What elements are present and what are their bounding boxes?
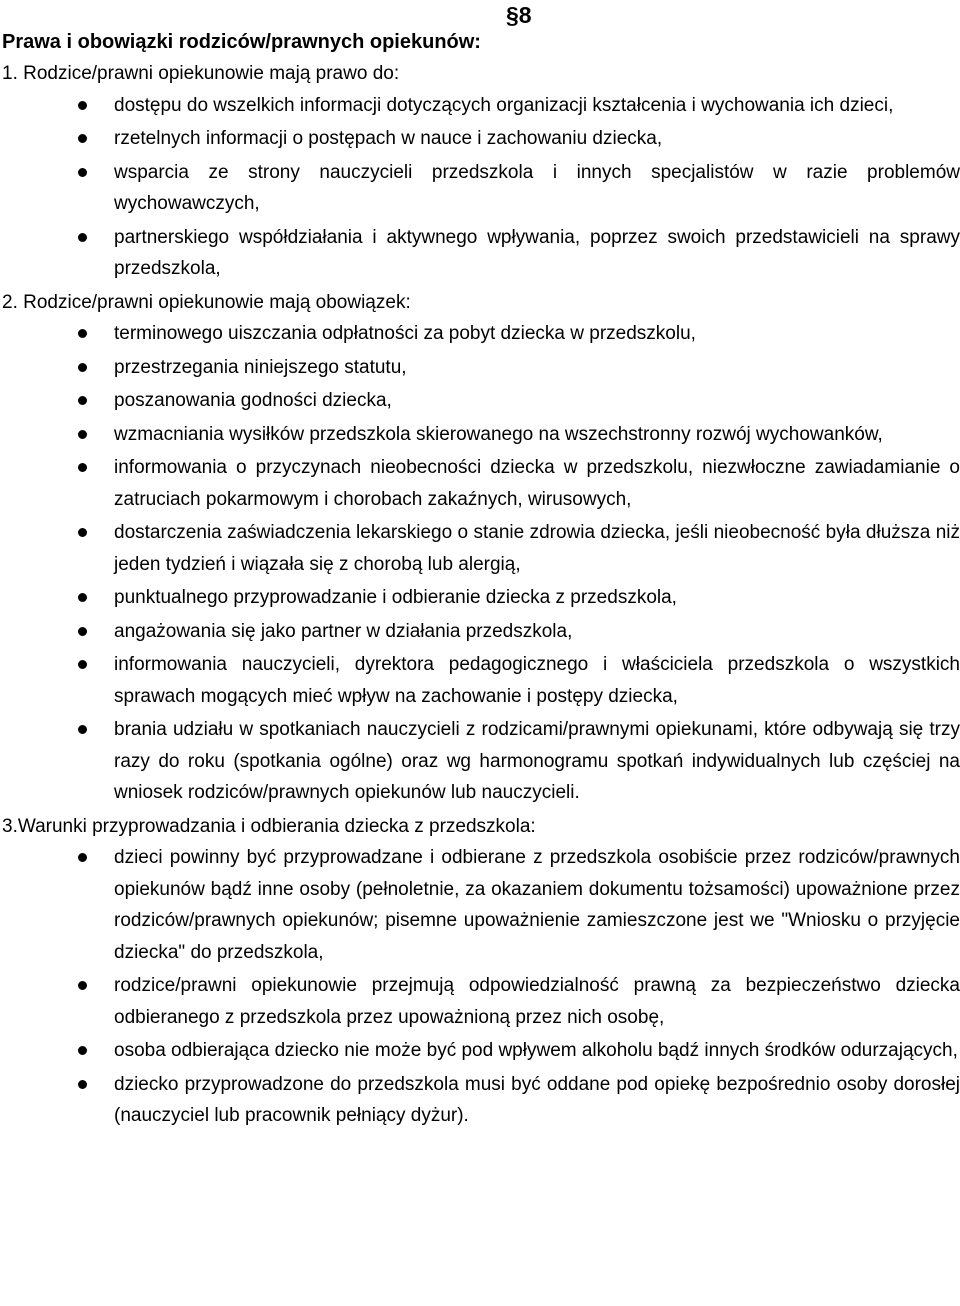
bullet-list	[0, 318, 960, 809]
list-item-text: przestrzegania niniejszego statutu,	[114, 356, 407, 378]
bullet-icon	[78, 396, 87, 405]
list-item-text: brania udziału w spotkaniach nauczycieli z rodzicami/prawnymi opiekunami, które odbywają się trzy razy do roku (spotkania ogólne) oraz wg harmonogramu spotkań indywidualnych lub częściej na wniosek rodziców/prawnych opiekunów lub nauczycieli.	[114, 719, 960, 803]
list-item	[0, 582, 960, 614]
list-item-text: rodzice/prawni opiekunowie przejmują odpowiedzialność prawną za bezpieczeństwo dziecka odbieranego z przedszkola przez upoważnioną przez nich osobę,	[114, 975, 960, 1028]
list-item-text: dzieci powinny być przyprowadzane i odbierane z przedszkola osobiście przez rodziców/prawnych opiekunów bądź inne osoby (pełnoletnie, za okazaniem dokumentu tożsamości) upoważnione przez rodziców/prawnych opiekunów; pisemne upoważnienie zamieszczone jest we "Wniosku o przyjęcie dziecka" do przedszkola,	[114, 847, 960, 963]
list-item-text: osoba odbierająca dziecko nie może być pod wpływem alkoholu bądź innych środków odurzających,	[114, 1040, 958, 1061]
list-item	[0, 616, 960, 648]
list-item	[0, 842, 960, 968]
list-item	[0, 452, 960, 515]
list-item-text: rzetelnych informacji o postępach w nauce i zachowaniu dziecka,	[114, 128, 663, 149]
list-item	[0, 517, 960, 580]
bullet-icon	[78, 463, 87, 472]
bullet-icon	[78, 233, 87, 242]
bullet-icon	[78, 101, 87, 110]
list-item-text: poszanowania godności dziecka,	[114, 390, 392, 411]
bullet-icon	[78, 981, 87, 990]
bullet-icon	[78, 134, 87, 143]
bullet-list	[0, 842, 960, 1132]
list-item	[0, 385, 960, 417]
list-item-text: terminowego uiszczania odpłatności za pobyt dziecka w przedszkolu,	[114, 323, 696, 344]
list-item	[0, 649, 960, 712]
section-number: §8	[506, 2, 532, 28]
bullet-list	[0, 90, 960, 285]
list-item	[0, 157, 960, 220]
list-item-text: wsparcia ze strony nauczycieli przedszkola i innych specjalistów w razie problemów wychowawczych,	[114, 161, 960, 214]
bullet-icon	[78, 430, 87, 439]
document-content	[0, 58, 960, 1134]
list-item	[0, 714, 960, 809]
list-item-text: wzmacniania wysiłków przedszkola skierowanego na wszechstronny rozwój wychowanków,	[114, 423, 883, 445]
list-item-text: partnerskiego współdziałania i aktywnego wpływania, poprzez swoich przedstawicieli na sprawy przedszkola,	[114, 226, 960, 279]
list-item	[0, 123, 960, 155]
list-item	[0, 1069, 960, 1132]
list-item	[0, 318, 960, 350]
list-item-text: informowania o przyczynach nieobecności dziecka w przedszkolu, niezwłoczne zawiadamianie o zatruciach pokarmowym i chorobach zakaźnych, wirusowych,	[114, 457, 960, 510]
bullet-icon	[78, 363, 87, 372]
list-item	[0, 222, 960, 285]
bullet-icon	[78, 168, 87, 177]
list-item-text: informowania nauczycieli, dyrektora pedagogicznego i właściciela przedszkola o wszystkich sprawach mogących mieć wpływ na zachowanie i postępy dziecka,	[114, 654, 960, 707]
bullet-icon	[78, 853, 87, 862]
list-item	[0, 352, 960, 384]
list-item-text: dostarczenia zaświadczenia lekarskiego o stanie zdrowia dziecka, jeśli nieobecność była dłuższa niż jeden tydzień i wiązała się z chorobą lub alergią,	[114, 522, 960, 575]
list-item	[0, 90, 960, 122]
list-item-text: dostępu do wszelkich informacji dotyczących organizacji kształcenia i wychowania ich dzieci,	[114, 94, 894, 116]
list-item	[0, 419, 960, 451]
bullet-icon	[78, 593, 87, 602]
point-title: 2. Rodzice/prawni opiekunowie mają obowiązek:	[2, 291, 411, 313]
list-item	[0, 970, 960, 1033]
bullet-icon	[78, 1046, 87, 1055]
list-item-text: dziecko przyprowadzone do przedszkola musi być oddane pod opiekę bezpośrednio osoby dorosłej (nauczyciel lub pracownik pełniący dyżur).	[114, 1073, 960, 1126]
bullet-icon	[78, 627, 87, 636]
bullet-icon	[78, 660, 87, 669]
list-item-text: punktualnego przyprowadzanie i odbieranie dziecka z przedszkola,	[114, 587, 677, 608]
point-title: 3.Warunki przyprowadzania i odbierania dziecka z przedszkola:	[2, 815, 536, 837]
bullet-icon	[78, 725, 87, 734]
point-title: 1. Rodzice/prawni opiekunowie mają prawo do:	[2, 63, 400, 84]
bullet-icon	[78, 1080, 87, 1089]
list-item	[0, 1035, 960, 1067]
bullet-icon	[78, 528, 87, 537]
bullet-icon	[78, 329, 87, 338]
list-item-text: angażowania się jako partner w działania przedszkola,	[114, 620, 573, 642]
section-heading: Prawa i obowiązki rodziców/prawnych opiekunów:	[2, 31, 481, 53]
